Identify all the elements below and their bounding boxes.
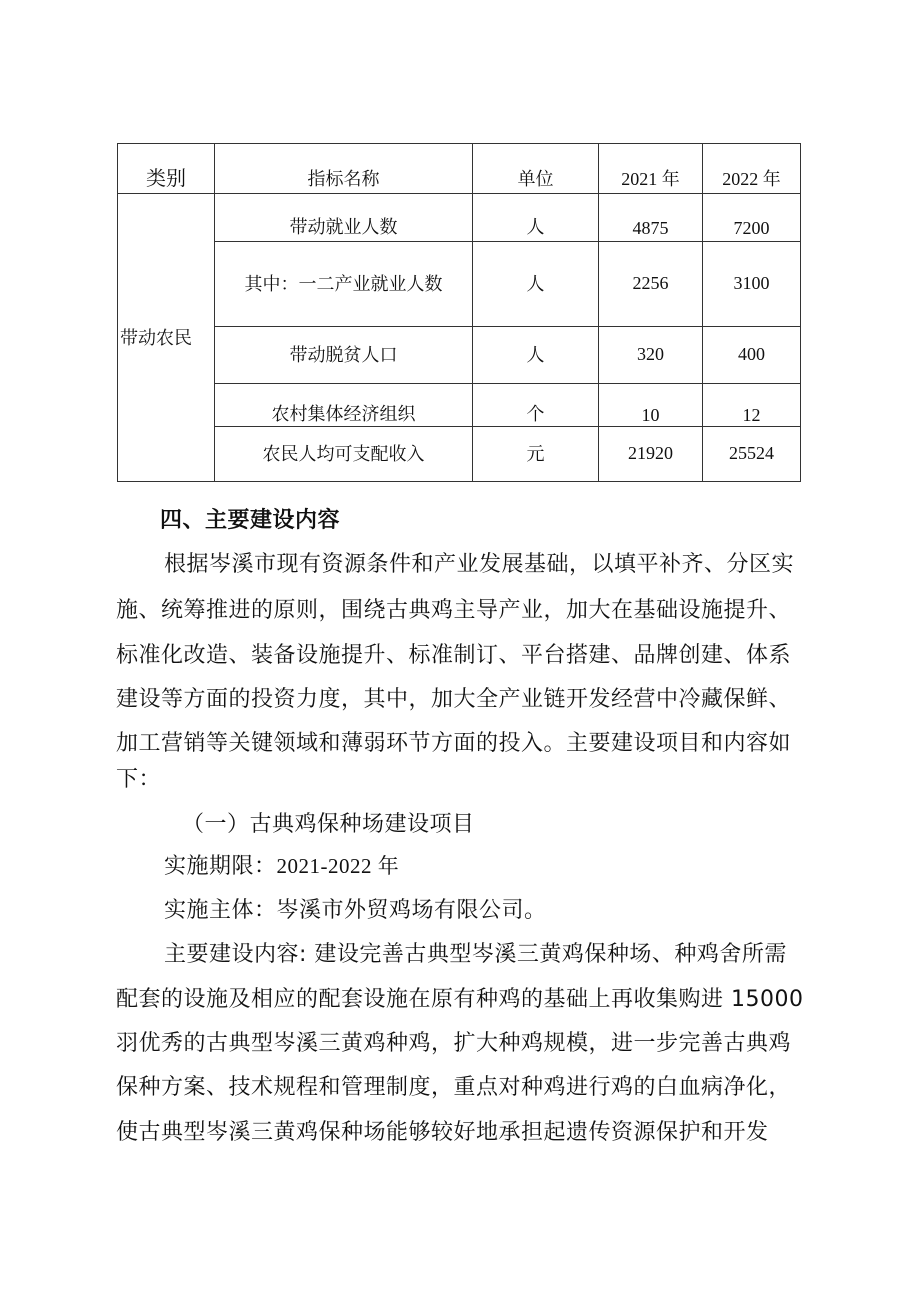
value-2021: 320 xyxy=(599,327,703,384)
table-row xyxy=(118,242,801,327)
header-unit: 单位 xyxy=(473,144,599,194)
period-value: 2021-2022 年 xyxy=(276,854,400,878)
value-2022: 3100 xyxy=(703,242,801,327)
indicator-name: 带动脱贫人口 xyxy=(215,327,473,384)
header-2022: 2022 年 xyxy=(703,144,801,194)
indicator-unit: 元 xyxy=(473,427,599,482)
value-2021: 4875 xyxy=(599,194,703,242)
table-row xyxy=(118,427,801,482)
header-category: 类别 xyxy=(118,144,215,194)
value-2022: 12 xyxy=(703,384,801,427)
paragraph-line: 根据岑溪市现有资源条件和产业发展基础，以填平补齐、分区实 xyxy=(164,552,795,577)
content-line: 配套的设施及相应的配套设施在原有种鸡的基础上再收集购进 15000 xyxy=(116,987,804,1012)
period-label: 实施期限： xyxy=(164,854,277,879)
content-line: 使古典型岑溪三黄鸡保种场能够较好地承担起遗传资源保护和开发 xyxy=(116,1120,769,1145)
indicator-name: 农村集体经济组织 xyxy=(215,384,473,427)
header-2021: 2021 年 xyxy=(599,144,703,194)
paragraph-line: 下： xyxy=(116,767,162,792)
content-line: 主要建设内容: 建设完善古典型岑溪三黄鸡保种场、种鸡舍所需 xyxy=(164,942,787,967)
value-2022: 25524 xyxy=(703,427,801,482)
indicator-table xyxy=(117,143,801,482)
group-label: 带动农民 xyxy=(118,194,215,482)
table-header-row xyxy=(118,144,801,194)
value-2021: 10 xyxy=(599,384,703,427)
indicator-name: 其中：一二产业就业人数 xyxy=(215,242,473,327)
table-row xyxy=(118,384,801,427)
value-2021: 2256 xyxy=(599,242,703,327)
value-2022: 7200 xyxy=(703,194,801,242)
header-indicator-name: 指标名称 xyxy=(215,144,473,194)
content-line: 羽优秀的古典型岑溪三黄鸡种鸡，扩大种鸡规模，进一步完善古典鸡 xyxy=(116,1031,792,1056)
indicator-unit: 人 xyxy=(473,327,599,384)
paragraph-line: 加工营销等关键领域和薄弱环节方面的投入。主要建设项目和内容如 xyxy=(116,731,792,756)
indicator-unit: 人 xyxy=(473,194,599,242)
value-2022: 400 xyxy=(703,327,801,384)
section-heading: 四、主要建设内容 xyxy=(160,508,341,533)
implementing-entity: 实施主体：岑溪市外贸鸡场有限公司。 xyxy=(164,898,547,923)
paragraph-line: 施、统筹推进的原则，围绕古典鸡主导产业，加大在基础设施提升、 xyxy=(116,598,792,623)
table-row xyxy=(118,194,801,242)
implementation-period xyxy=(164,851,399,882)
indicator-name: 带动就业人数 xyxy=(215,194,473,242)
value-2021: 21920 xyxy=(599,427,703,482)
indicator-unit: 人 xyxy=(473,242,599,327)
subsection-heading: （一）古典鸡保种场建设项目 xyxy=(182,812,475,837)
table-row xyxy=(118,327,801,384)
paragraph-line: 建设等方面的投资力度，其中，加大全产业链开发经营中冷藏保鲜、 xyxy=(116,687,792,712)
indicator-name: 农民人均可支配收入 xyxy=(215,427,473,482)
indicator-unit: 个 xyxy=(473,384,599,427)
content-line: 保种方案、技术规程和管理制度，重点对种鸡进行鸡的白血病净化， xyxy=(116,1075,792,1100)
paragraph-line: 标准化改造、装备设施提升、标准制订、平台搭建、品牌创建、体系 xyxy=(116,643,792,668)
